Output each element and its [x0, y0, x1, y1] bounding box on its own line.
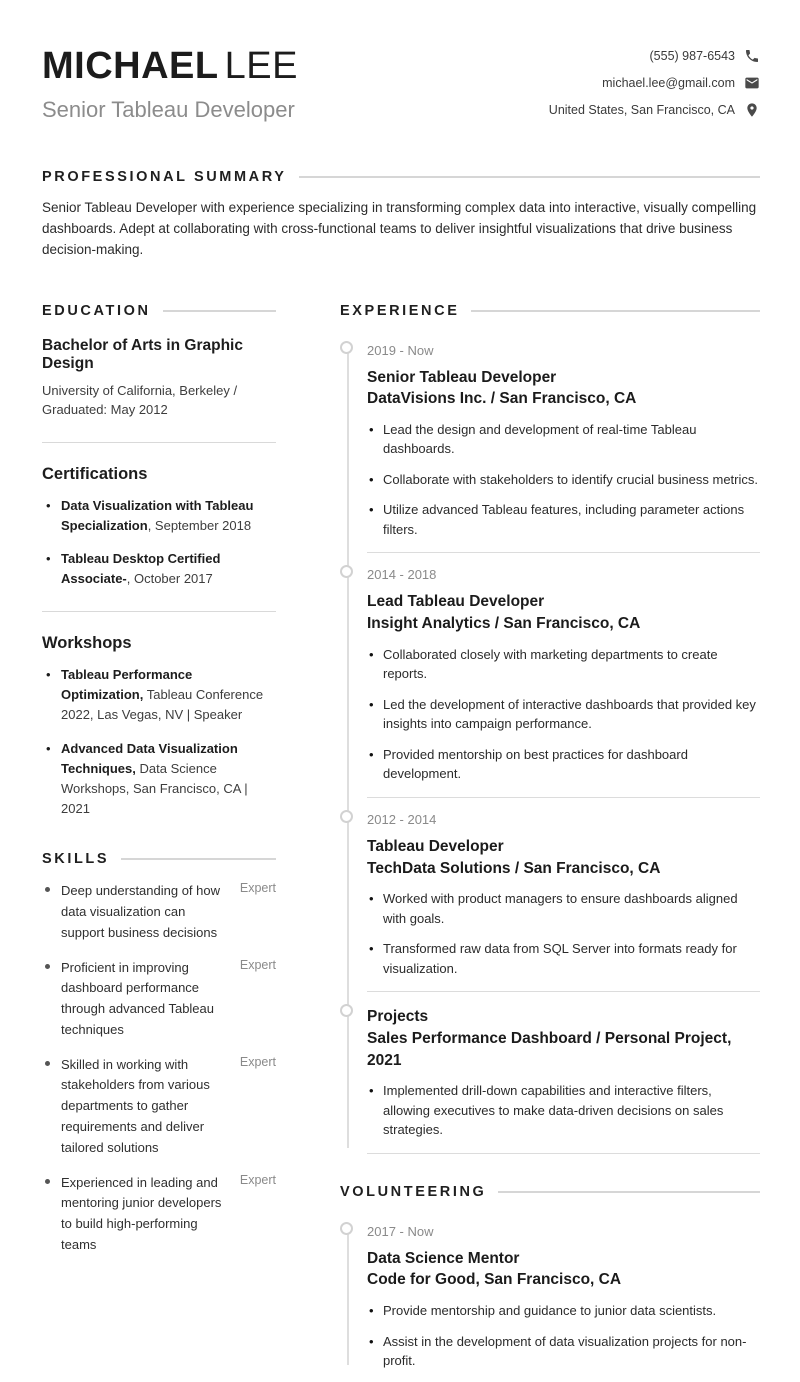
timeline-entry: [340, 329, 760, 554]
item-title: Tableau Performance Optimization,: [61, 667, 193, 703]
education-heading: EDUCATION: [42, 302, 151, 319]
section-education: [42, 303, 276, 420]
certifications-list: [42, 496, 276, 590]
last-name: LEE: [224, 45, 298, 87]
workshops-list: [42, 665, 276, 819]
bullet-dot-icon: [45, 1061, 50, 1066]
contact-email: [549, 75, 760, 91]
timeline-circle-icon: [340, 565, 353, 578]
timeline-entry: [340, 1210, 760, 1371]
bullet-dot-icon: [45, 887, 50, 892]
item-title: Advanced Data Visualization Techniques,: [61, 740, 238, 776]
skills-list: [42, 881, 276, 1256]
entry-title: Data Science Mentor: [367, 1249, 520, 1267]
volunteering-heading: VOLUNTEERING: [340, 1183, 487, 1200]
heading-rule: [498, 1191, 760, 1193]
timeline-entry: [340, 553, 760, 797]
timeline-circle-icon: [340, 341, 353, 354]
skill-text: Skilled in working with stakeholders from various departments to gather requirements and deliver tailored solutions: [61, 1056, 210, 1155]
item-detail: Tableau Conference 2022, Las Vegas, NV | Speaker: [61, 687, 264, 723]
timeline-entry: [340, 798, 760, 992]
person-name: [42, 46, 298, 88]
entry-company: Code for Good, San Francisco, CA: [367, 1271, 622, 1289]
location-text: United States, San Francisco, CA: [548, 103, 735, 117]
location-pin-icon: [744, 102, 760, 118]
entry-company: DataVisions Inc. / San Francisco, CA: [367, 390, 637, 408]
divider: [42, 611, 276, 612]
entry-title: Senior Tableau Developer: [367, 368, 557, 386]
section-volunteering: [340, 1184, 760, 1371]
education-degree: Bachelor of Arts in Graphic Design: [42, 336, 243, 372]
divider: [42, 442, 276, 443]
skill-level: Expert: [239, 957, 276, 972]
entry-bullet: • Implemented drill-down capabilities and interactive filters, allowing executives to make data-driven decisions on sales strategies.: [367, 1081, 760, 1140]
list-item: [42, 496, 276, 536]
item-detail: Data Science Workshops, San Francisco, CA | 2021: [61, 760, 248, 816]
entry-dates: 2017 - Now: [367, 1223, 434, 1239]
item-title: Data Visualization with Tableau Specialization: [61, 497, 254, 533]
entry-bullets: [367, 420, 760, 540]
email-address: michael.lee@gmail.com: [602, 76, 735, 90]
heading-rule: [299, 176, 760, 178]
entry-bullet: • Provide mentorship and guidance to junior data scientists.: [367, 1301, 760, 1321]
contact-location: [549, 102, 760, 118]
mail-icon: [744, 75, 760, 91]
entry-title: Tableau Developer: [367, 837, 504, 855]
summary-heading-row: [42, 169, 760, 185]
skill-text: Deep understanding of how data visualization can support business decisions: [61, 883, 221, 940]
entry-bullet: • Utilize advanced Tableau features, including parameter actions filters.: [367, 500, 760, 539]
volunteering-heading-row: [340, 1184, 760, 1200]
list-item: [42, 549, 276, 589]
entry-divider: [367, 1153, 760, 1154]
education-heading-row: [42, 303, 276, 319]
item-title: Tableau Desktop Certified Associate-: [61, 550, 221, 586]
entry-bullet: • Collaborate with stakeholders to identify crucial business metrics.: [367, 470, 760, 490]
entry-bullet: • Assist in the development of data visualization projects for non-profit.: [367, 1332, 760, 1371]
entry-bullet: • Lead the design and development of real-time Tableau dashboards.: [367, 420, 760, 459]
entry-bullets: [367, 1301, 760, 1371]
certifications-heading: Certifications: [42, 464, 148, 483]
heading-rule: [121, 858, 276, 860]
entry-title: Lead Tableau Developer: [367, 593, 545, 611]
heading-rule: [163, 310, 276, 312]
first-name: MICHAEL: [42, 45, 219, 87]
contact-phone: [549, 48, 760, 64]
phone-number: (555) 987-6543: [649, 49, 735, 63]
bullet-dot-icon: [45, 964, 50, 969]
entry-company: Sales Performance Dashboard / Personal Project, 2021: [367, 1029, 732, 1069]
skill-item: [42, 881, 276, 943]
timeline-circle-icon: [340, 1004, 353, 1017]
entry-company: TechData Solutions / San Francisco, CA: [367, 859, 661, 877]
entry-bullet: • Transformed raw data from SQL Server into formats ready for visualization.: [367, 939, 760, 978]
education-school: University of California, Berkeley / Graduated: May 2012: [42, 382, 238, 418]
heading-rule: [471, 310, 760, 312]
identity-block: [42, 46, 298, 123]
entry-bullets: [367, 645, 760, 784]
entry-bullet: • Worked with product managers to ensure dashboards aligned with goals.: [367, 889, 760, 928]
entry-dates: 2019 - Now: [367, 342, 434, 358]
list-item: [42, 739, 276, 820]
skill-item: [42, 1055, 276, 1159]
skills-heading-row: [42, 851, 276, 867]
entry-bullet: • Led the development of interactive dashboards that provided key insights into campaign performance.: [367, 695, 760, 734]
summary-heading: PROFESSIONAL SUMMARY: [42, 168, 287, 185]
section-professional-summary: [42, 169, 760, 261]
skill-level: Expert: [239, 1054, 276, 1069]
right-column: [340, 303, 760, 1382]
workshops-heading: Workshops: [42, 634, 132, 653]
item-detail: , October 2017: [126, 570, 213, 586]
section-skills: [42, 851, 276, 1256]
entry-bullet: • Collaborated closely with marketing departments to create reports.: [367, 645, 760, 684]
bullet-dot-icon: [45, 1179, 50, 1184]
item-detail: , September 2018: [147, 517, 252, 533]
skills-heading: SKILLS: [42, 851, 110, 868]
entry-title: Projects: [367, 1008, 429, 1026]
skill-level: Expert: [239, 881, 276, 896]
two-column-body: [42, 303, 760, 1382]
entry-dates: 2012 - 2014: [367, 811, 437, 827]
timeline-circle-icon: [340, 810, 353, 823]
contact-block: [549, 46, 760, 118]
section-workshops: [42, 634, 276, 819]
timeline-circle-icon: [340, 1222, 353, 1235]
skill-level: Expert: [239, 1172, 276, 1187]
entry-bullets: [367, 889, 760, 978]
entry-company: Insight Analytics / San Francisco, CA: [367, 615, 641, 633]
phone-icon: [744, 48, 760, 64]
list-item: [42, 665, 276, 725]
timeline-entry: [340, 992, 760, 1154]
section-experience: [340, 303, 760, 1154]
summary-text: Senior Tableau Developer with experience specializing in transforming complex data into interactive, visually compelling dashboards. Adept at collaborating with cross-functional teams to deliver insightful visualizations that drive business decision-making.: [42, 199, 757, 257]
skill-text: Proficient in improving dashboard performance through advanced Tableau techniques: [61, 959, 214, 1037]
section-certifications: [42, 465, 276, 590]
job-title: Senior Tableau Developer: [42, 96, 295, 122]
experience-heading: EXPERIENCE: [340, 302, 460, 319]
entry-dates: 2014 - 2018: [367, 567, 437, 583]
volunteering-timeline: [340, 1210, 760, 1371]
left-column: [42, 303, 276, 1382]
experience-heading-row: [340, 303, 760, 319]
experience-timeline: [340, 329, 760, 1154]
skill-item: [42, 958, 276, 1041]
skill-item: [42, 1173, 276, 1256]
resume-header: [42, 46, 760, 123]
skill-text: Experienced in leading and mentoring junior developers to build high-performing teams: [61, 1174, 222, 1253]
entry-bullet: • Provided mentorship on best practices for dashboard development.: [367, 745, 760, 784]
